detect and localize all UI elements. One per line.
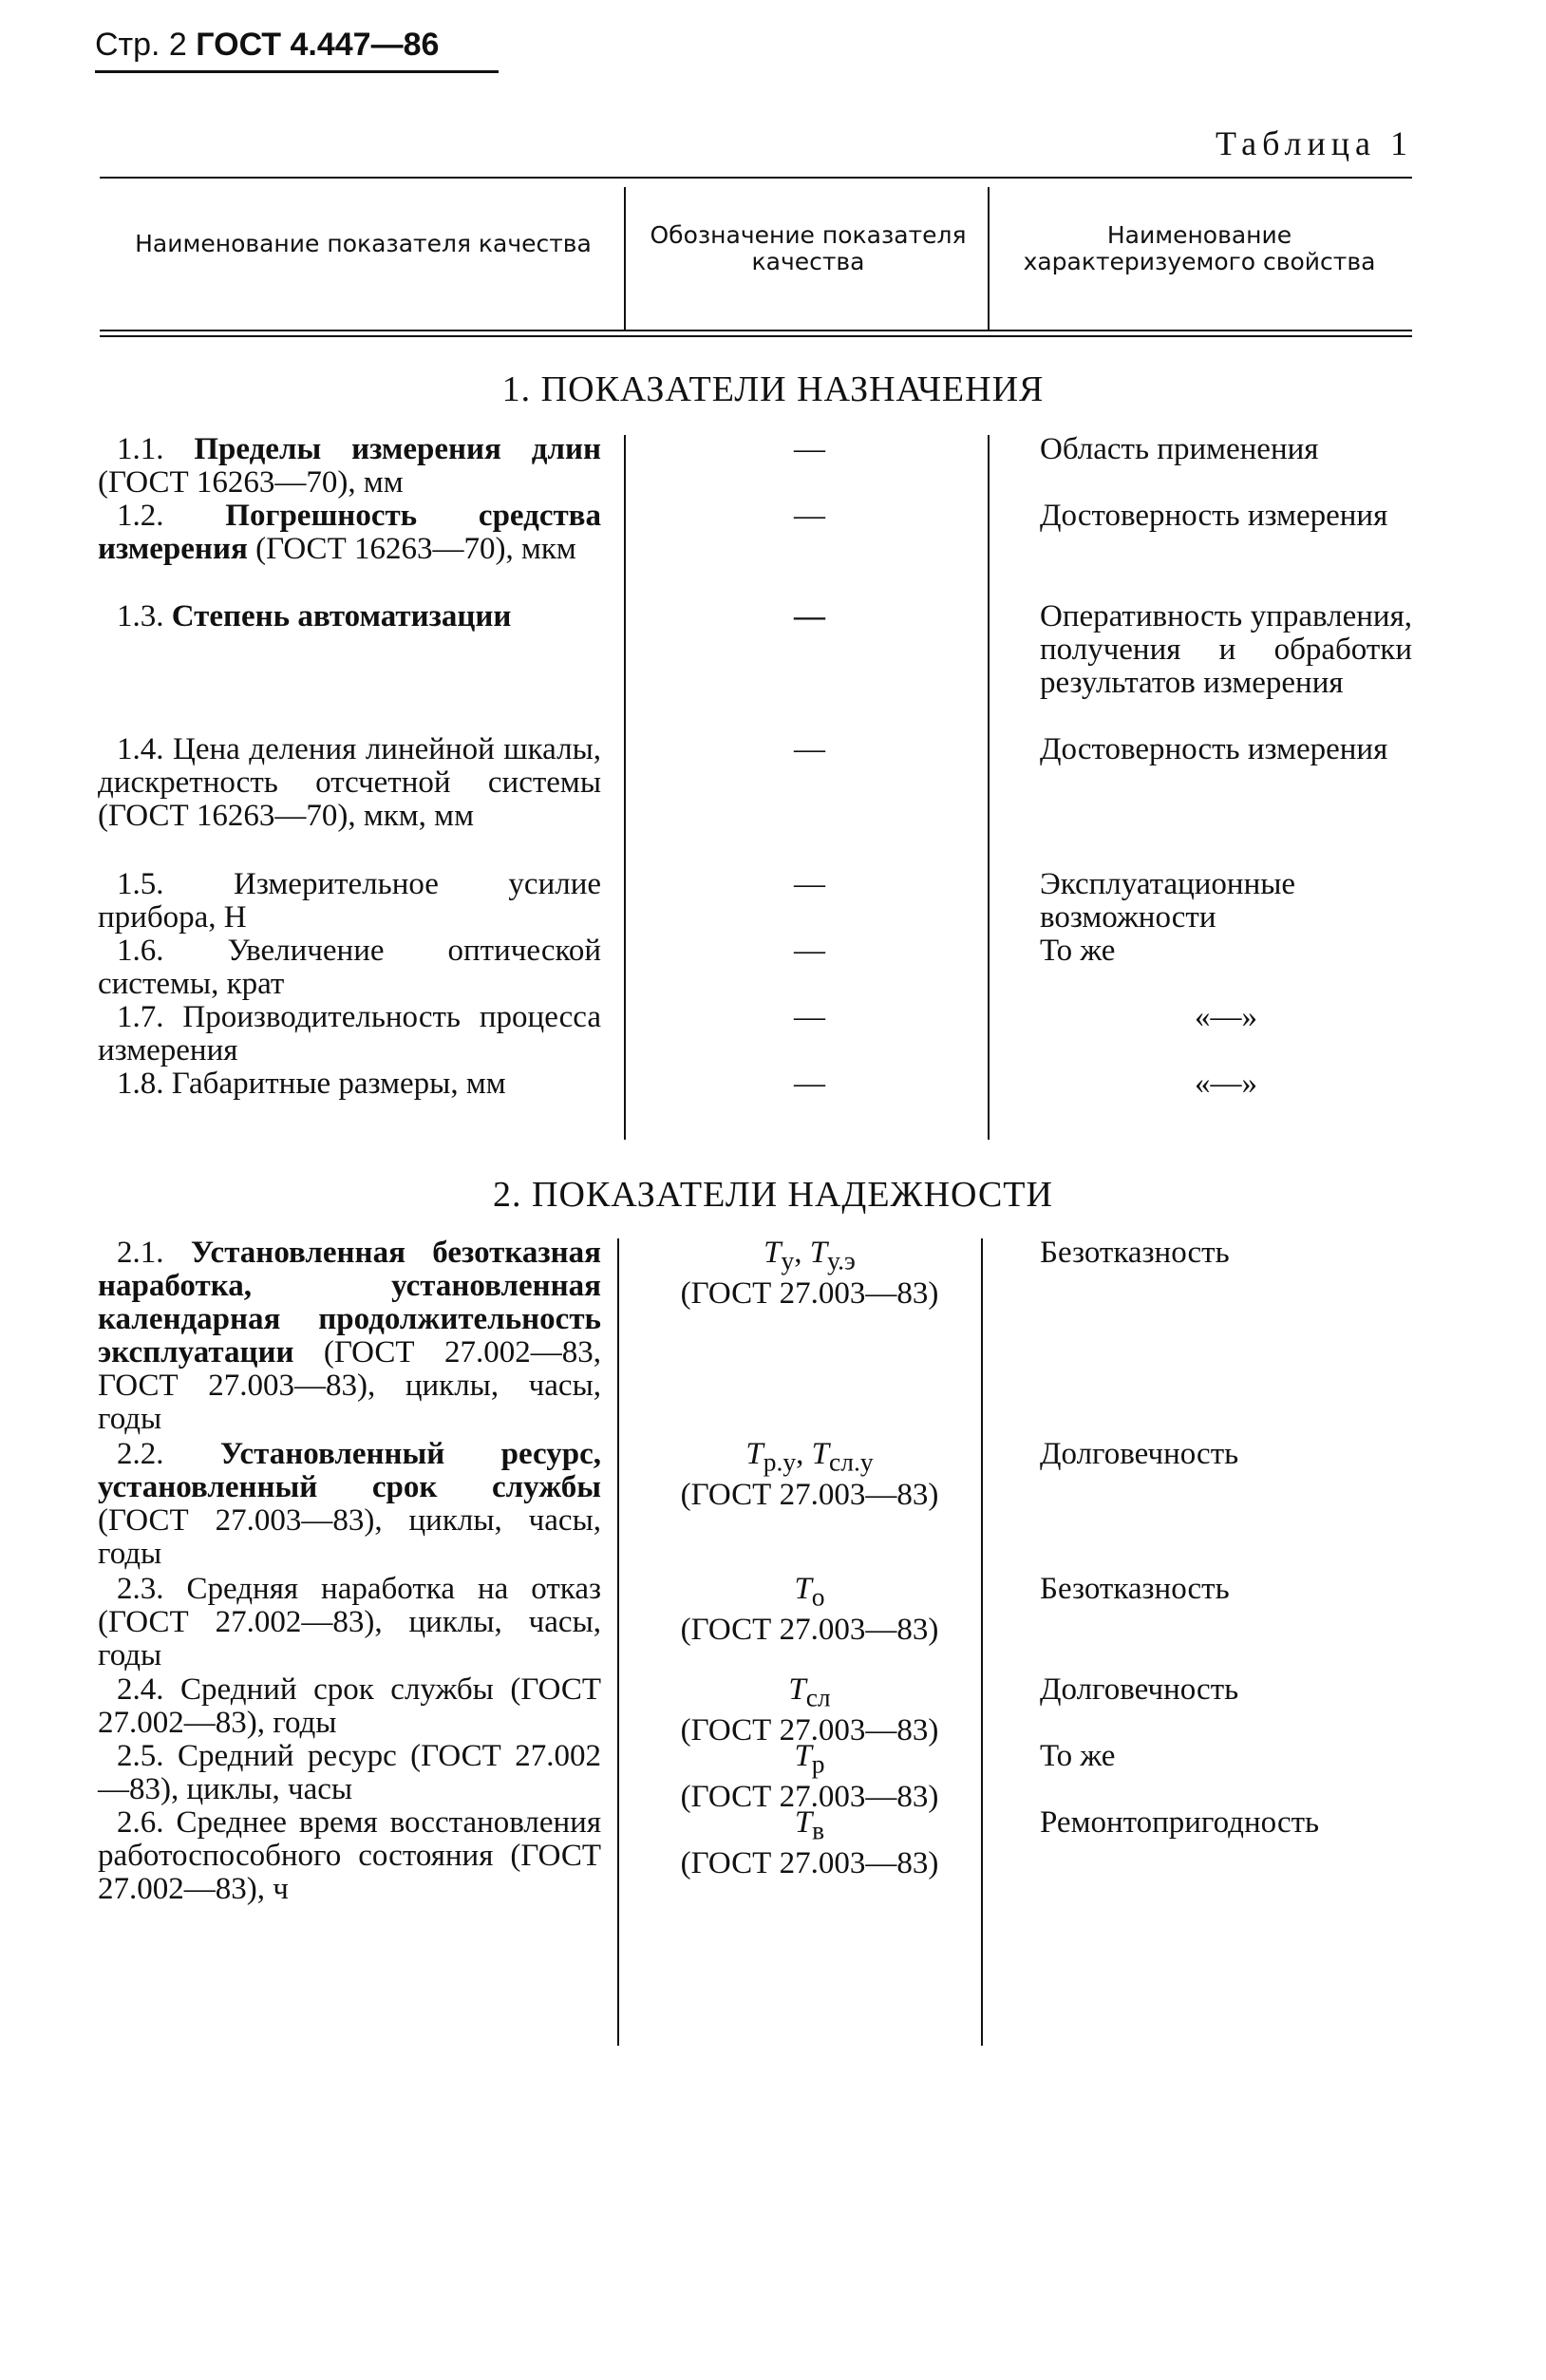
row-1-8-symbol: —: [794, 1067, 825, 1101]
column-header-symbol: Обозначение показателя качества: [650, 221, 967, 275]
row-1-3-name: 1.3. Степень автоматизации: [117, 599, 512, 633]
row-2-5-property: То же: [1040, 1739, 1116, 1773]
table-header-rule-1: [100, 330, 1412, 331]
row-1-4-name: 1.4. Цена деления линейной шкалы, дискретность отсчетной системы (ГОСТ 16263—70), мкм, мм: [98, 732, 601, 833]
row-1-8-name: 1.8. Габаритные размеры, мм: [117, 1067, 506, 1101]
section-title-purpose: 1. ПОКАЗАТЕЛИ НАЗНАЧЕНИЯ: [501, 369, 1045, 409]
row-1-7-symbol: —: [794, 1000, 825, 1034]
row-1-2-property: Достоверность измерения: [1040, 499, 1388, 533]
col-divider-header-2: [988, 187, 990, 330]
row-1-5-name: 1.5. Измерительное усилие прибора, Н: [98, 867, 601, 935]
row-2-4-symbol: $T_{сл}$ (ГОСТ 27.003—83): [680, 1672, 939, 1747]
row-1-3-property: Оперативность управления, получения и обработки результатов измерения: [1040, 599, 1412, 700]
row-1-1-property: Область применения: [1040, 432, 1319, 466]
page-header: [95, 27, 439, 64]
row-1-8-property: «—»: [1195, 1067, 1257, 1101]
gost-number: ГОСТ 4.447—86: [196, 27, 440, 63]
row-2-2-property: Долговечность: [1040, 1437, 1239, 1471]
row-1-6-symbol: —: [794, 934, 825, 968]
row-2-1-property: Безотказность: [1040, 1236, 1230, 1270]
row-1-6-property: То же: [1040, 934, 1116, 968]
row-2-3-symbol: $T_о$ (ГОСТ 27.003—83): [680, 1572, 939, 1647]
row-1-2-name: 1.2. Погрешность средства измерения (ГОСТ 16263—70), мкм: [98, 499, 602, 566]
col-divider-header-1: [624, 187, 626, 330]
row-1-2-symbol: —: [794, 499, 825, 533]
section-title-reliability: 2. ПОКАЗАТЕЛИ НАДЕЖНОСТИ: [493, 1175, 1053, 1215]
col-divider-s1-1: [624, 435, 626, 1140]
header-rule: [95, 70, 499, 73]
row-1-7-name: 1.7. Производительность процесса измерения: [98, 1000, 602, 1067]
row-2-6-name: 2.6. Среднее время восстановления работоспособного состояния (ГОСТ 27.002—83), ч: [98, 1805, 602, 1906]
row-2-1-name: 2.1. Установленная безотказная наработка, установленная календарная продолжительность эксплуатации (ГОСТ 27.002—83, ГОСТ 27.003—83), циклы, часы, годы: [98, 1236, 602, 1436]
row-2-2-name: 2.2. Установленный ресурс, установленный срок службы (ГОСТ 27.003—83), циклы, часы, годы: [98, 1437, 602, 1571]
row-1-3-symbol: —: [794, 599, 825, 633]
row-2-3-property: Безотказность: [1040, 1572, 1230, 1606]
row-2-3-name: 2.3. Средняя наработка на отказ (ГОСТ 27.002—83), циклы, часы, годы: [98, 1572, 602, 1672]
row-1-4-property: Достоверность измерения: [1040, 732, 1388, 766]
row-1-4-symbol: —: [794, 732, 825, 766]
row-1-5-property: Эксплуатационные возможности: [1040, 867, 1296, 935]
row-2-4-name: 2.4. Средний срок службы (ГОСТ 27.002—83), годы: [98, 1672, 602, 1740]
row-1-1-name: 1.1. Пределы измерения длин (ГОСТ 16263—70), мм: [98, 432, 602, 500]
row-2-5-name: 2.5. Средний ресурс (ГОСТ 27.002—83), циклы, часы: [98, 1739, 601, 1806]
table-header-rule-2: [100, 335, 1412, 337]
row-2-6-property: Ремонтопригодность: [1040, 1805, 1320, 1840]
row-1-6-name: 1.6. Увеличение оптической системы, крат: [98, 934, 601, 1001]
table-label: Таблица 1: [1216, 124, 1413, 162]
page-number: Стр. 2: [95, 27, 187, 63]
row-1-5-symbol: —: [794, 867, 825, 901]
table-top-rule: [100, 177, 1412, 179]
row-2-5-symbol: $T_р$ (ГОСТ 27.003—83): [680, 1739, 939, 1814]
row-2-1-symbol: $T_у$, $T_{у.э}$ (ГОСТ 27.003—83): [680, 1236, 939, 1311]
row-1-1-symbol: —: [794, 432, 825, 466]
row-2-6-symbol: $T_в$ (ГОСТ 27.003—83): [680, 1805, 939, 1880]
column-header-name: Наименование показателя качества: [135, 230, 592, 257]
row-2-2-symbol: $T_{р.у}$, $T_{сл.у}$ (ГОСТ 27.003—83): [680, 1437, 939, 1512]
col-divider-s2-1: [617, 1238, 619, 2046]
row-1-7-property: «—»: [1195, 1000, 1257, 1034]
row-2-4-property: Долговечность: [1040, 1672, 1239, 1707]
column-header-property: Наименование характеризуемого свойства: [1023, 221, 1376, 275]
